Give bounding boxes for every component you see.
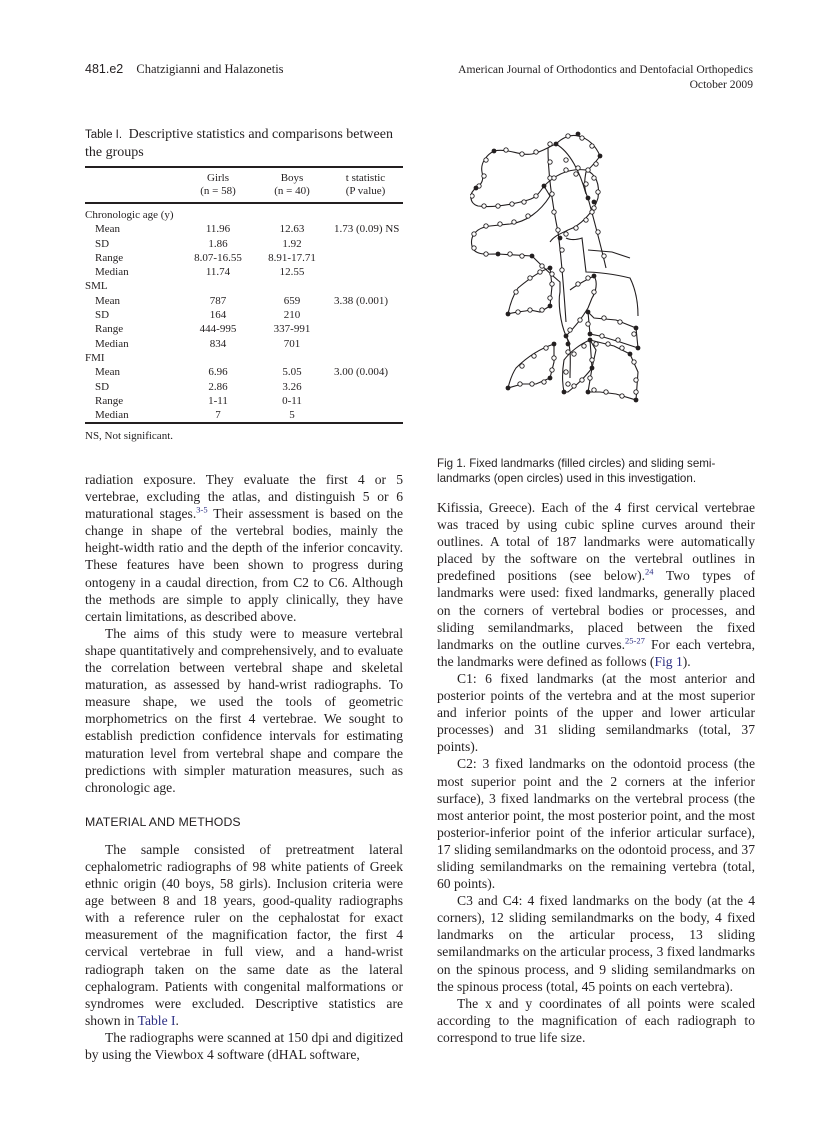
table-caption (85, 126, 403, 161)
section-heading: MATERIAL AND METHODS (85, 814, 241, 829)
group-row: SML (85, 280, 108, 293)
table-row: Range 1-11 0-11 (95, 394, 302, 407)
paragraph: The aims of this study were to measure vertebral shape quantitatively and comprehensively, and to evaluate the correlation between vertebral shape and skeletal maturation, as assessed by hand-wrist radiographs. To measure shape, we used the tools of geometric morphometrics on the first 4 vertebrae. We sought to establish prediction confidence intervals for estimating maturation level from vertebral shape and compare the predictions with simpler maturation measures, such as chronologic age. (85, 625, 403, 795)
citation-ref[interactable]: 24 (645, 566, 654, 577)
left-column-text (85, 471, 403, 1063)
table-row: Range 8.07-16.55 8.91-17.71 (95, 251, 316, 264)
header-girls: Girls (n = 58) (180, 167, 256, 203)
table-title: Descriptive statistics and comparisons between the groups (85, 127, 393, 160)
sliding-semilandmarks (470, 134, 638, 398)
table-label: Table I. (85, 129, 123, 141)
running-header-left (85, 62, 284, 77)
table-footnote: NS, Not significant. (85, 423, 403, 443)
paragraph: C1: 6 fixed landmarks (at the most anterior and posterior points of the vertebra and at the most superior and inferior points of the upper and lower articular processes) and 31 sliding semilandmarks (total, 37 points). (437, 670, 755, 755)
table-1 (85, 126, 403, 444)
page-number: 481.e2 (85, 62, 124, 76)
table-row: SD 2.86 3.26 (95, 380, 302, 393)
c4-body (508, 344, 554, 388)
figure-link[interactable]: Fig 1 (654, 653, 683, 669)
table-row: Median 7 5 (95, 409, 295, 422)
right-column-text (437, 499, 755, 1046)
running-authors: Chatzigianni and Halazonetis (136, 62, 284, 76)
c1-posterior-arch (556, 144, 586, 194)
journal-name: American Journal of Orthodontics and Dentofacial Orthopedics (458, 63, 753, 76)
header-boys: Boys (n = 40) (256, 167, 328, 203)
paragraph: C3 and C4: 4 fixed landmarks on the body (at the 4 corners), 12 sliding semilandmarks on the body, 4 fixed landmarks on the articular process, 13 sliding semilandmarks on the articular process, 3 fixed landmarks on the spinous process, and 9 sliding semilandmarks on the spinous process (total, 45 points on each vertebra). (437, 893, 755, 994)
c2-body-front (498, 254, 570, 344)
table-row: Mean 6.96 5.05 3.00 (0.004) (95, 366, 389, 379)
c3-articular (566, 276, 596, 336)
paragraph: C2: 3 fixed landmarks on the odontoid process (the most superior point and the 2 corners at the inferior surface), 3 fixed landmarks on the vertebral process (the most anterior point, the most posterior point, and the most posterior-inferior point of the inferior articular surface), 17 sliding semilandmarks on the odontoid process, and 37 sliding semilandmarks on the remaining vertebra (total, 60 points). (437, 756, 755, 892)
figure-caption-text: Fixed landmarks (filled circles) and sliding semi-landmarks (open circles) used in this investigation. (437, 457, 716, 485)
figure-1-vertebrae-landmarks (470, 122, 755, 452)
citation-ref[interactable]: 3-5 (196, 504, 208, 515)
group-row: FMI (85, 351, 105, 364)
paragraph: The radiographs were scanned at 150 dpi and digitized by using the Viewbox 4 software (dHAL software, (85, 1029, 403, 1062)
table-row: SD 1.86 1.92 (95, 237, 302, 250)
table-row: Mean 11.96 12.63 1.73 (0.09) NS (95, 223, 400, 236)
statistics-table (85, 166, 403, 444)
citation-ref[interactable]: 25-27 (625, 635, 645, 646)
c2-spinous-top (588, 250, 630, 258)
table-row: Mean 787 659 3.38 (0.001) (95, 294, 389, 307)
fixed-landmarks (474, 132, 641, 403)
paragraph: The sample consisted of pretreatment lateral cephalometric radiographs of 98 white patients of Greek ethnic origin (40 boys, 58 girls). Inclusion criteria were age between 8 and 18 years, good-quality radiographs with a reference ruler on the cephalostat for exact measurement of the magnification factor, the first 4 cervical vertebrae in full view, and a hand-wrist radiograph taken on the same date as the lateral cephalogram. Patients with congenital malformations or syndromes were excluded. Descriptive statistics are shown in Table I. (85, 841, 403, 1028)
header-t-statistic: t statistic (P value) (328, 167, 403, 203)
group-row: Chronologic age (y) (85, 209, 174, 221)
table-row: Median 834 701 (95, 337, 301, 350)
table-link[interactable]: Table I (137, 1012, 176, 1028)
issue-date: October 2009 (689, 78, 753, 91)
table-header-row (85, 167, 403, 203)
running-header-right (458, 62, 753, 92)
figure-label: Fig 1. (437, 457, 466, 470)
figure-caption (437, 456, 757, 486)
table-row: Range 444-995 337-991 (95, 323, 311, 336)
table-row: SD 164 210 (95, 309, 301, 322)
vertebrae-diagram (470, 122, 755, 452)
paragraph: The x and y coordinates of all points were scaled according to the magnification of each radiograph to correspond to true life size. (437, 995, 755, 1045)
header-empty (85, 167, 180, 203)
paragraph: radiation exposure. They evaluate the first 4 or 5 vertebrae, excluding the atlas, and distinguish 5 or 6 maturational stages.$^{3-5}$ Their assessment is based on the change in shape of the vertebral bodies, mainly the height-width ratio and the depth of the inferior concavity. These features have been shown to progress during ontogeny in a caudal direction, from C2 to C6. Although the methods are simple to apply clinically, they have certain limitations, as described above. (85, 472, 403, 624)
paragraph: Kifissia, Greece). Each of the 4 first cervical vertebrae was traced by using cubic spline curves around their outlines. A total of 187 landmarks were automatically placed by the software on the vertebral outlines in predefined positions (see below).$^{24}$ Two types of landmarks were used: fixed landmarks, generally placed on the corners of vertebral bodies or processes, and sliding semilandmarks, placed between the fixed landmarks on the outline curves.$^{25-27}$ For each vertebra, the landmarks were defined as follows (Fig 1). (437, 500, 755, 669)
table-row: Median 11.74 12.55 (95, 266, 305, 279)
